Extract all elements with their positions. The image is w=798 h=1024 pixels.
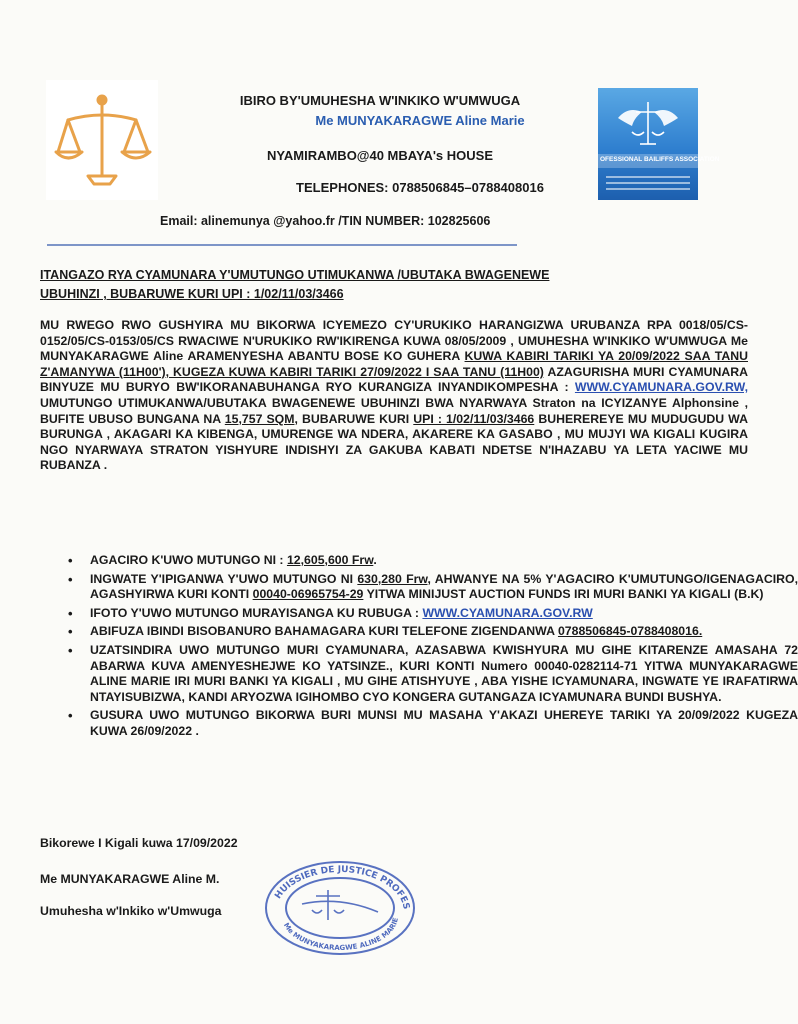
notice-title xyxy=(40,266,740,304)
photo-website-link[interactable]: WWW.CYAMUNARA.GOV.RW xyxy=(422,605,593,620)
body-text: MU RWEGO RWO GUSHYIRA MU BIKORWA ICYEMEZO CY'URUKIKO HARANGIZWA URUBANZA RPA 0018/05/CS-0152/05/CS-0153/05/CS RWACIWE N'URUKIKO RW'IKIRENGA KUWA 08/05/2009 , UMUHESHA W'INKIKO W'UMWUGA Me MUNYAKARAGWE Aline ARAMENYESHA ABANTU BOSE KO GUHERA xyxy=(40,318,748,364)
scales-of-justice-logo xyxy=(46,80,158,200)
list-item-guarantee xyxy=(90,572,798,603)
stamp-bottom-text: Me MUNYAKARAGWE ALINE MARIE xyxy=(281,916,400,953)
list-item-text: INGWATE Y'IPIGANWA Y'UWO MUTUNGO NI xyxy=(90,571,358,586)
auction-website-link[interactable]: WWW.CYAMUNARA.GOV.RW, xyxy=(574,380,748,395)
list-item-contact xyxy=(90,624,798,640)
property-area: 15,757 SQM, xyxy=(224,411,298,426)
office-title: IBIRO BY'UMUHESHA W'INKIKO W'UMWUGA xyxy=(239,93,521,108)
notice-details-list xyxy=(40,553,798,743)
auction-period: KUWA KABIRI TARIKI YA 20/09/2022 SAA TANU Z'AMANYWA (11H00'), KUGEZA KUWA KABIRI TARIKI 27/09/2022 I SAA TANU (11H00) xyxy=(40,349,748,379)
body-text: BUHEREREYE MU MUDUGUDU WA BURUNGA , AKAGARI KA KIBENGA, UMURENGE WA NDERA, AKARERE KA GASABO , MU MUJYI WA KIGALI KUGIRA NGO NYARWAYA STRATON YISHYURE INDISHYI ZA GAKUBA KABATI NDETSE N'IHAZABU YA LETA YACIWE MU RUBANZA . xyxy=(40,411,748,473)
stamp-seal-icon xyxy=(262,856,418,956)
notice-body xyxy=(40,318,748,474)
stamp-top-text: HUISSIER DE JUSTICE PROFES xyxy=(273,864,411,910)
notice-title-line-2: UBUHINZI , BUBARUWE KURI UPI : 1/02/11/03/3466 xyxy=(40,287,344,301)
office-telephones: TELEPHONES: 0788506845–0788408016 xyxy=(296,180,544,195)
header-divider xyxy=(47,244,517,246)
list-item-text: . xyxy=(373,553,377,567)
body-text: AZAGURISHA MURI CYAMUNARA BINYUZE MU BURYO BW'IKORANABUHANGA RYO KURANGIZA INYANDIKOMPESHA : xyxy=(40,364,748,395)
list-item-text: ABIFUZA IBINDI BISOBANURO BAHAMAGARA KURI TELEFONE ZIGENDANWA xyxy=(90,624,558,639)
list-item-value xyxy=(90,553,798,569)
office-address: NYAMIRAMBO@40 MBAYA's HOUSE xyxy=(267,148,493,163)
scales-icon xyxy=(46,80,158,200)
signer-name: Me MUNYAKARAGWE Aline M. xyxy=(40,872,220,886)
list-item-visit: • GUSURA UWO MUTUNGO BIKORWA BURI MUNSI MU MASAHA Y'AKAZI UHEREYE TARIKI YA 20/09/2022 KUGEZA KUWA 26/09/2022 . xyxy=(90,708,798,739)
list-item-text: YITWA MINIJUST AUCTION FUNDS IRI MURI BANKI YA KIGALI (B.K) xyxy=(363,587,764,602)
body-text: UMUTUNGO UTIMUKANWA/UBUTAKA BWAGENEWE UBUHINZI BWA NYARWAYA Straton na ICYIZANYE Alphonsine , BUFITE UBUSO BUNGANA NA xyxy=(40,395,748,426)
property-value: 12,605,600 Frw xyxy=(286,553,374,567)
logo-association-name: OFESSIONAL BAILIFFS ASSOCIATION xyxy=(600,156,720,163)
logo-subtext-line xyxy=(606,176,690,178)
body-text: BUBARUWE KURI xyxy=(297,411,414,426)
office-email-tin: Email: alinemunya @yahoo.fr /TIN NUMBER: 102825606 xyxy=(160,214,491,228)
guarantee-amount: 630,280 Frw xyxy=(357,571,428,586)
list-item-photo xyxy=(90,606,798,622)
notice-title-line-1: ITANGAZO RYA CYAMUNARA Y'UMUTUNGO UTIMUKANWA /UBUTAKA BWAGENEWE xyxy=(40,268,550,282)
contact-phones: 0788506845-0788408016. xyxy=(557,624,703,639)
signer-role: Umuhesha w'Inkiko w'Umwuga xyxy=(40,904,222,918)
guarantee-account: 00040-06965754-29 xyxy=(252,587,364,602)
list-item-text: IFOTO Y'UWO MUTUNGO MURAYISANGA KU RUBUGA : xyxy=(90,605,423,620)
property-upi: UPI : 1/02/11/03/3466 xyxy=(413,411,535,426)
official-stamp xyxy=(262,856,418,956)
list-item-text: AGACIRO K'UWO MUTUNGO NI : xyxy=(90,553,287,567)
signing-date: Bikorewe I Kigali kuwa 17/09/2022 xyxy=(40,836,238,850)
list-item-text: , AHWANYE NA 5% Y'AGACIRO K'UMUTUNGO/IGENAGACIRO, AGASHYIRWA KURI KONTI xyxy=(90,571,798,602)
list-item-payment: • UZATSINDIRA UWO MUTUNGO MURI CYAMUNARA, AZASABWA KWISHYURA MU GIHE KITARENZE AMASAHA 72 ABARWA KUVA AMENYESHEJWE KO YATSINZE., KURI KONTI Numero 00040-0282114-71 YITWA MUNYAKARAGWE ALINE MARIE IRI MURI BANKI YA KIGALI , MU GIHE ATISHYUYE , ABA YISHE ICYAMUNARA, INGWATE YE IRAFATIRWA NTAYISUBIZWA, KANDI ARYOZWA IGIHOMBO CYO KONGERA GUTANGAZA ICYAMUNARA BUNDI BUSHYA. xyxy=(90,643,798,705)
bailiff-name: Me MUNYAKARAGWE Aline Marie xyxy=(315,113,525,128)
